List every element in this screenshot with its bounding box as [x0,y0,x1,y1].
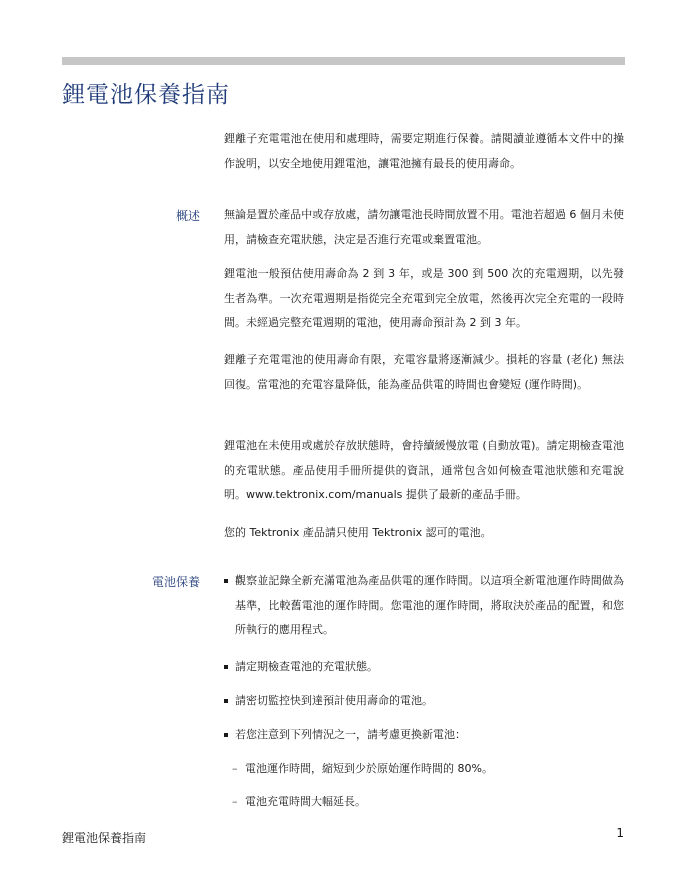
overview-paragraph-5: 您的 Tektronix 產品請只使用 Tektronix 認可的電池。 [224,526,492,539]
footer-title: 鋰電池保養指南 [62,831,147,845]
care-bullet-3 [224,689,624,714]
intro-paragraph: 鋰離子充電電池在使用和處理時，需要定期進行保養。請閱讀並遵循本文件中的操作說明，以安全地使用鋰電池，讓電池擁有最長的使用壽命。 [224,132,624,170]
section-label-battery-care: 電池保養 [151,575,200,589]
care-sub-item-2 [232,790,622,815]
care-bullet-text: 觀察並記錄全新充滿電池為產品供電的運作時間。以這項全新電池運作時間做為基準，比較舊電池的運作時間。您電池的運作時間，將取決於產品的配置，和您所執行的應用程式。 [235,574,624,636]
dash-icon: – [232,795,238,808]
care-bullet-text: 請定期檢查電池的充電狀態。 [235,660,378,673]
care-bullet-4 [224,723,624,748]
care-bullet-1 [224,569,624,643]
bullet-icon [224,699,228,703]
care-bullet-2 [224,655,624,680]
bullet-icon [224,665,228,669]
bullet-icon [224,733,228,737]
care-bullet-text: 若您注意到下列情況之一，請考慮更換新電池： [235,728,466,741]
overview-paragraph-4: 鋰電池在未使用或處於存放狀態時，會持續緩慢放電 (自動放電)。請定期檢查電池的充電狀態。產品使用手冊所提供的資訊，通常包含如何檢查電池狀態和充電說明。www.tektronix.com/manuals 提供了最新的產品手冊。 [224,439,624,501]
dash-icon: – [232,762,238,775]
overview-paragraph-3: 鋰離子充電電池的使用壽命有限，充電容量將逐漸減少。損耗的容量 (老化) 無法回復。當電池的充電容量降低，能為產品供電的時間也會變短 (運作時間)。 [224,353,624,391]
care-sub-item-1 [232,757,622,782]
care-bullet-text: 請密切監控快到達預計使用壽命的電池。 [235,694,433,707]
overview-paragraph-2: 鋰電池一般預估使用壽命為 2 到 3 年，或是 300 到 500 次的充電週期，以先發生者為準。一次充電週期是指從完全充電到完全放電，然後再次完全充電的一段時間。未經過完整充電週期的電池，使用壽命預計為 2 到 3 年。 [224,267,624,329]
page-title: 鋰電池保養指南 [62,82,230,108]
care-sub-item-text: 電池充電時間大幅延長。 [245,795,366,808]
overview-paragraph-1: 無論是置於產品中或存放處，請勿讓電池長時間放置不用。電池若超過 6 個月未使用，請檢查充電狀態，決定是否進行充電或棄置電池。 [224,208,624,246]
header-rule [62,57,625,65]
page-number: 1 [616,826,624,840]
bullet-icon [224,579,228,583]
section-label-overview: 概述 [175,209,200,223]
care-sub-item-text: 電池運作時間，縮短到少於原始運作時間的 80%。 [245,762,493,775]
